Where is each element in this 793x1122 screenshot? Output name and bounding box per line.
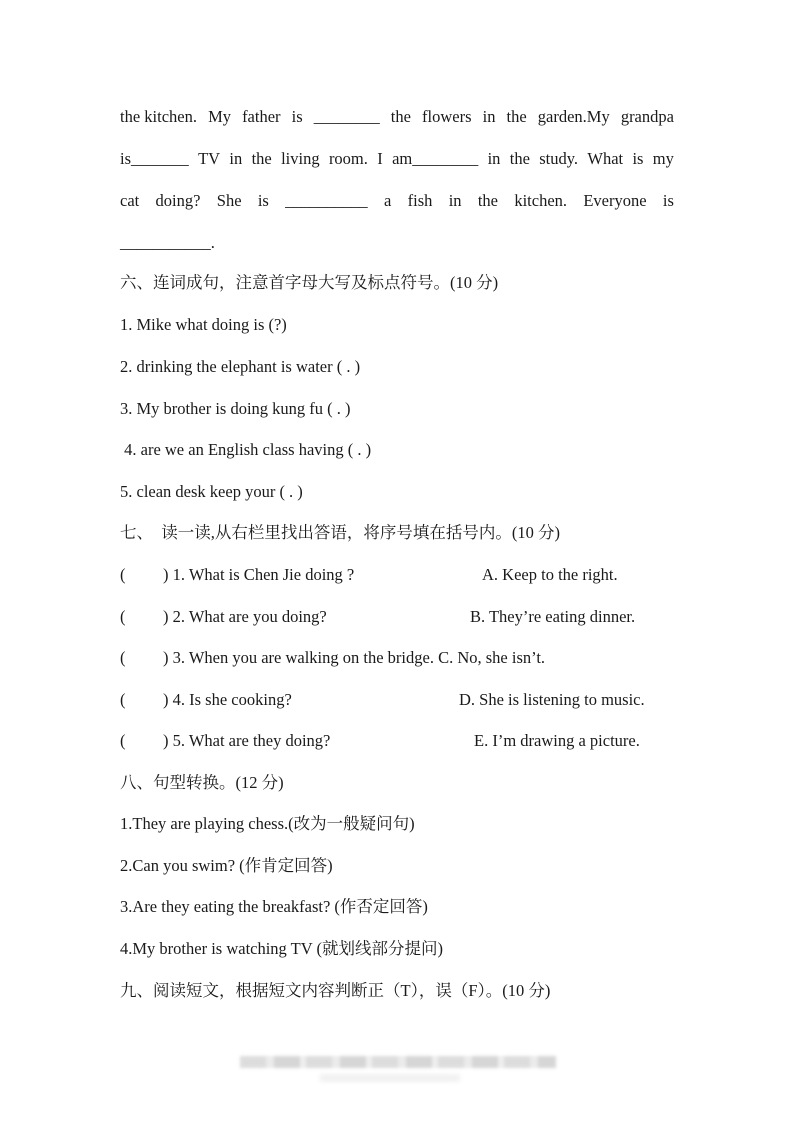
passage-line-1 — [120, 106, 674, 128]
passage-word: TV — [198, 149, 221, 168]
passage-word: is — [257, 191, 269, 210]
passage-word: room. — [328, 149, 368, 168]
passage-word: I — [377, 149, 383, 168]
passage-word: in — [229, 149, 243, 168]
passage-word: garden.My — [537, 107, 610, 126]
section-6-heading: 六、连词成句，注意首字母大写及标点符号。(10 分) — [120, 273, 499, 292]
s7-item-2-open: ( — [120, 607, 126, 626]
passage-word: is — [632, 149, 644, 168]
passage-word: the — [251, 149, 272, 168]
s7-item-4-open: ( — [120, 690, 126, 709]
passage-word: grandpa — [620, 107, 674, 126]
s7-item-3-question: ) 3. When you are walking on the bridge. C. No, she isn’t. — [163, 648, 546, 667]
passage-word: the — [509, 149, 530, 168]
s6-item-1: 1. Mike what doing is (?) — [120, 315, 287, 334]
passage-word: is — [662, 191, 674, 210]
passage-word: Everyone — [583, 191, 647, 210]
passage-line-3 — [120, 190, 674, 212]
passage-word: is — [291, 107, 303, 126]
s7-answer-a: A. Keep to the right. — [482, 565, 618, 584]
s6-item-3: 3. My brother is doing kung fu ( . ) — [120, 399, 351, 418]
section-8-heading: 八、句型转换。(12 分) — [120, 773, 284, 792]
passage-word: in — [482, 107, 496, 126]
passage-word: father — [242, 107, 281, 126]
passage-word: my — [652, 149, 674, 168]
passage-word: What — [587, 149, 624, 168]
passage-word: is_______ — [120, 149, 189, 168]
s8-item-2: 2.Can you swim? (作肯定回答) — [120, 856, 333, 875]
section-7-heading: 七、 读一读,从右栏里找出答语，将序号填在括号内。(10 分) — [120, 523, 560, 542]
s6-item-2: 2. drinking the elephant is water ( . ) — [120, 357, 361, 376]
s7-item-1-question: ) 1. What is Chen Jie doing ? — [163, 565, 355, 584]
passage-word: flowers — [422, 107, 472, 126]
blurred-footer-watermark — [240, 1056, 556, 1068]
s7-item-4-question: ) 4. Is she cooking? — [163, 690, 292, 709]
s7-item-5-open: ( — [120, 731, 126, 750]
s8-item-4: 4.My brother is watching TV (就划线部分提问) — [120, 939, 443, 958]
s7-item-1-open: ( — [120, 565, 126, 584]
passage-word: cat — [120, 191, 140, 210]
passage-word: the kitchen. — [120, 107, 197, 126]
passage-word: in — [448, 191, 462, 210]
passage-word: __________ — [285, 191, 368, 210]
passage-word: the — [506, 107, 527, 126]
s7-answer-d: D. She is listening to music. — [459, 690, 645, 709]
passage-word: am________ — [392, 149, 479, 168]
passage-word: in — [487, 149, 501, 168]
s8-item-3: 3.Are they eating the breakfast? (作否定回答) — [120, 897, 428, 916]
passage-word: study. — [539, 149, 579, 168]
s7-answer-e: E. I’m drawing a picture. — [474, 731, 640, 750]
passage-line-2 — [120, 148, 674, 170]
passage-word: living — [281, 149, 320, 168]
passage-word: My — [208, 107, 231, 126]
blurred-footer-watermark-2 — [320, 1074, 460, 1082]
passage-word: the — [390, 107, 411, 126]
s6-item-5: 5. clean desk keep your ( . ) — [120, 482, 303, 501]
s7-item-3-open: ( — [120, 648, 126, 667]
passage-line-4: ___________. — [120, 233, 215, 252]
s8-item-1: 1.They are playing chess.(改为一般疑问句) — [120, 814, 415, 833]
passage-word: a — [383, 191, 392, 210]
s7-answer-b: B. They’re eating dinner. — [470, 607, 636, 626]
passage-word: ________ — [313, 107, 380, 126]
passage-word: doing? — [155, 191, 201, 210]
passage-word: the — [477, 191, 499, 210]
s7-item-5-question: ) 5. What are they doing? — [163, 731, 331, 750]
passage-word: kitchen. — [514, 191, 568, 210]
section-9-heading: 九、阅读短文，根据短文内容判断正（T），误（F）。(10 分) — [120, 981, 551, 1000]
passage-word: She — [216, 191, 242, 210]
s7-item-2-question: ) 2. What are you doing? — [163, 607, 327, 626]
s6-item-4: 4. are we an English class having ( . ) — [120, 440, 372, 459]
passage-word: fish — [407, 191, 433, 210]
